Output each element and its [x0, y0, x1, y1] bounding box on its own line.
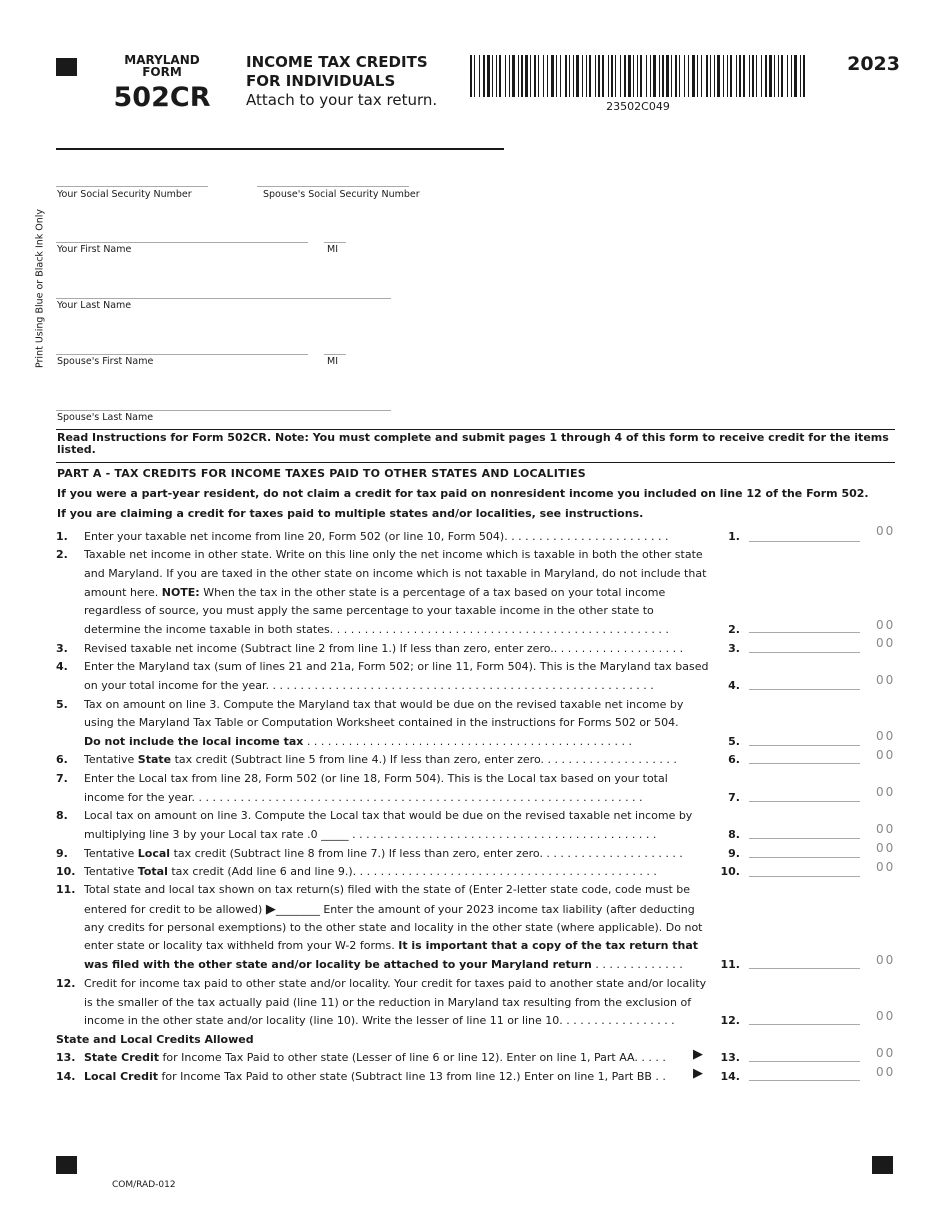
line-11-dots: . . . . . . . . . . . . . — [591, 958, 683, 971]
line-4-cents: 00 — [876, 673, 896, 687]
form-code: COM/RAD-012 — [112, 1180, 176, 1190]
line-2-text-2: and Maryland. If you are taxed in the other state on income which is not taxable in Maryland, do not include that — [84, 567, 707, 580]
line-10-text-a: Tentative — [84, 865, 138, 878]
line-number: 9. — [56, 847, 68, 860]
line-7-cents: 00 — [876, 785, 896, 799]
form-word: FORM — [142, 65, 182, 79]
line-12-cents: 00 — [876, 1009, 896, 1023]
ssn-label: Your Social Security Number — [57, 189, 192, 200]
line-4-input[interactable] — [749, 689, 860, 690]
line-9-cents: 00 — [876, 841, 896, 855]
line-2-text-3 — [84, 586, 739, 599]
line-2-ref: 2. — [728, 623, 740, 636]
line-9-text-a: Tentative — [84, 847, 138, 860]
line-1-input[interactable] — [749, 541, 860, 542]
state-code-input[interactable]: ________ Enter the amount of your 2023 income tax liability (after deducting — [275, 903, 695, 916]
ink-instruction: Print Using Blue or Black Ink Only — [34, 208, 46, 369]
line-4-text-2: on your total income for the year. . . . . . . . . . . . . . . . . . . . . . . . . . . . . . . . . . . . . . . . . . . . . . . . . . . . . . . . — [84, 679, 654, 692]
line-2-note-label: NOTE: — [161, 586, 200, 599]
part-year-note: If you were a part-year resident, do not claim a credit for tax paid on nonresident income you included on line 12 of the Form 502. — [57, 487, 869, 500]
line-2-text-4: regardless of source, you must apply the same percentage to your taxable income in the other state to — [84, 604, 654, 617]
line-6-ref: 6. — [728, 753, 740, 766]
line-12-text-2: is the smaller of the tax actually paid (line 11) or the reduction in Maryland tax resulting from the exclusion of — [84, 996, 692, 1009]
registration-mark-top-left — [56, 58, 77, 76]
line-7-text-1: Enter the Local tax from line 28, Form 502 (or line 18, Form 504). This is the Local tax based on your total — [84, 772, 668, 785]
line-12-text-1: Credit for income tax paid to other state and/or locality. Your credit for taxes paid to another state and/or locality — [84, 977, 707, 990]
line-13-bold: State Credit — [84, 1051, 160, 1064]
spouse-last-name-input[interactable] — [56, 410, 391, 411]
line-8-input[interactable] — [749, 838, 860, 839]
line-11-bold-5: was filed with the other state and/or locality be attached to your Maryland return — [84, 958, 592, 971]
line-11-text-2 — [84, 902, 739, 917]
line-number: 13. — [56, 1051, 76, 1064]
line-10-cents: 00 — [876, 860, 896, 874]
multiple-states-note: If you are claiming a credit for taxes paid to multiple states and/or localities, see instructions. — [57, 507, 644, 520]
line-5-dots: . . . . . . . . . . . . . . . . . . . . . . . . . . . . . . . . . . . . . . . . . . . . . . . — [303, 735, 633, 748]
mi-input[interactable] — [324, 242, 346, 243]
line-11-input[interactable] — [749, 968, 860, 969]
line-number: 3. — [56, 642, 68, 655]
line-11-cents: 00 — [876, 953, 896, 967]
tax-year: 2023 — [847, 53, 900, 75]
line-11-text-2a: entered for credit to be allowed) — [84, 903, 266, 916]
instructions-text: Read Instructions for Form 502CR. Note: You must complete and submit pages 1 through 4 of this form to receive credit for the items listed. — [57, 431, 889, 456]
line-11-text-4 — [84, 939, 739, 952]
arrow-right-icon: ▶ — [693, 1066, 703, 1081]
line-2-cents: 00 — [876, 618, 896, 632]
line-11-text-3: any credits for personal exemptions) to the other state and locality in the other state (where applicable). Do not — [84, 921, 703, 934]
mi-label: MI — [327, 244, 338, 255]
line-11-ref: 11. — [720, 958, 740, 971]
spouse-mi-input[interactable] — [324, 354, 346, 355]
line-2-input[interactable] — [749, 632, 860, 633]
line-4-text-1: Enter the Maryland tax (sum of lines 21 and 21a, Form 502; or line 11, Form 504). This is the Maryland tax based — [84, 660, 709, 673]
line-10-text — [84, 865, 739, 878]
line-7-text-2: income for the year. . . . . . . . . . . . . . . . . . . . . . . . . . . . . . . . . . . . . . . . . . . . . . . . . . . . . . . . . . . . . . . . . — [84, 791, 643, 804]
line-9-text — [84, 847, 739, 860]
line-2-text-3c: When the tax in the other state is a percentage of a tax based on your total income — [199, 586, 666, 599]
line-10-text-c: tax credit (Add line 6 and line 9.). . . . . . . . . . . . . . . . . . . . . . . . . . . . . . . . . . . . . . . . . . . . — [167, 865, 657, 878]
line-1-text: Enter your taxable net income from line 20, Form 502 (or line 10, Form 504). . . . . . . . . . . . . . . . . . . . . . . . — [84, 530, 669, 543]
line-9-ref: 9. — [728, 847, 740, 860]
part-a-title: PART A - TAX CREDITS FOR INCOME TAXES PAID TO OTHER STATES AND LOCALITIES — [57, 467, 586, 480]
line-13-cents: 00 — [876, 1046, 896, 1060]
first-name-label: Your First Name — [57, 244, 132, 255]
line-3-cents: 00 — [876, 636, 896, 650]
spouse-last-name-label: Spouse's Last Name — [57, 412, 154, 423]
line-4-ref: 4. — [728, 679, 740, 692]
divider — [56, 462, 895, 463]
header-rule — [56, 148, 504, 150]
line-number: 2. — [56, 548, 68, 561]
line-8-text-1: Local tax on amount on line 3. Compute the Local tax that would be due on the revised taxable net income by — [84, 809, 693, 822]
line-6-bold: State — [137, 753, 172, 766]
line-5-text-1: Tax on amount on line 3. Compute the Maryland tax that would be due on the revised taxable net income by — [84, 698, 684, 711]
line-14-text-b: for Income Tax Paid to other state (Subtract line 13 from line 12.) Enter on line 1, Part BB . . — [157, 1070, 666, 1083]
line-8-ref: 8. — [728, 828, 740, 841]
line-number: 1. — [56, 530, 68, 543]
spouse-first-name-label: Spouse's First Name — [57, 356, 154, 367]
line-11-text-5 — [84, 958, 739, 971]
arrow-right-icon: ▶ — [693, 1047, 703, 1062]
registration-mark-bottom-right — [872, 1156, 893, 1174]
line-11-text-4a: enter state or locality tax withheld from your W-2 forms. — [84, 939, 399, 952]
form-title-line1: INCOME TAX CREDITS — [246, 53, 428, 71]
line-5-ref: 5. — [728, 735, 740, 748]
form-state-label — [112, 54, 212, 78]
form-title-line2: FOR INDIVIDUALS — [246, 72, 396, 90]
line-6-input[interactable] — [749, 763, 860, 764]
line-10-input[interactable] — [749, 876, 860, 877]
line-5-bold-text: Do not include the local income tax — [84, 735, 304, 748]
state-name: MARYLAND — [124, 53, 200, 67]
line-9-bold: Local — [137, 847, 171, 860]
line-12-text-3: income in the other state and/or locality (line 10). Write the lesser of line 11 or line 10. . . . . . . . . . . . . . . . . — [84, 1014, 675, 1027]
line-13-text-b: for Income Tax Paid to other state (Lesser of line 6 or line 12). Enter on line 1, Part AA. . . . . — [159, 1051, 666, 1064]
line-13-ref: 13. — [720, 1051, 740, 1064]
first-name-input[interactable] — [56, 242, 308, 243]
line-14-bold: Local Credit — [84, 1070, 158, 1083]
spouse-ssn-label: Spouse's Social Security Number — [263, 189, 420, 200]
line-14-text — [84, 1070, 694, 1083]
attach-instruction: Attach to your tax return. — [246, 91, 438, 109]
line-number: 5. — [56, 698, 68, 711]
line-8-cents: 00 — [876, 822, 896, 836]
line-1-cents: 00 — [876, 524, 896, 538]
divider — [56, 429, 895, 430]
line-number: 4. — [56, 660, 68, 673]
line-3-input[interactable] — [749, 652, 860, 653]
line-5-text-2: using the Maryland Tax Table or Computation Worksheet contained in the instructions for Forms 502 or 504. — [84, 716, 679, 729]
credits-allowed-heading: State and Local Credits Allowed — [56, 1033, 254, 1046]
line-7-ref: 7. — [728, 791, 740, 804]
line-6-text — [84, 753, 739, 766]
line-number: 7. — [56, 772, 68, 785]
line-9-input[interactable] — [749, 857, 860, 858]
line-10-ref: 10. — [720, 865, 740, 878]
arrow-right-icon: ▶ — [265, 902, 276, 917]
line-10-bold: Total — [137, 865, 168, 878]
line-2-text-3a: amount here. — [84, 586, 162, 599]
line-number: 6. — [56, 753, 68, 766]
barcode — [470, 55, 806, 97]
line-11-text-1: Total state and local tax shown on tax return(s) filed with the state of (Enter 2-letter state code, code must be — [84, 883, 691, 896]
line-3-text: Revised taxable net income (Subtract line 2 from line 1.) If less than zero, enter zero.. . . . . . . . . . . . . . . . . . . — [84, 642, 684, 655]
line-6-text-c: tax credit (Subtract line 5 from line 4.) If less than zero, enter zero. . . . . . . . . . . . . . . . . . . . — [171, 753, 677, 766]
line-5-input[interactable] — [749, 745, 860, 746]
line-13-input[interactable] — [749, 1061, 860, 1062]
registration-mark-bottom-left — [56, 1156, 77, 1174]
spouse-ssn-input[interactable] — [257, 186, 409, 187]
barcode-number: 23502C049 — [606, 100, 670, 113]
line-6-text-a: Tentative — [84, 753, 138, 766]
line-5-text-3 — [84, 735, 739, 748]
line-7-input[interactable] — [749, 801, 860, 802]
line-2-text-5: determine the income taxable in both states. . . . . . . . . . . . . . . . . . . . . . . . . . . . . . . . . . . . . . . . . . . . . . . . . — [84, 623, 669, 636]
line-6-cents: 00 — [876, 748, 896, 762]
last-name-label: Your Last Name — [57, 300, 132, 311]
line-number: 12. — [56, 977, 76, 990]
line-8-text-2: multiplying line 3 by your Local tax rate .0 _____ . . . . . . . . . . . . . . . . . . . . . . . . . . . . . . . . . . . . . . . . . . . . — [84, 828, 657, 841]
line-number: 14. — [56, 1070, 76, 1083]
line-number: 11. — [56, 883, 76, 896]
form-number: 502CR — [113, 82, 211, 113]
line-number: 8. — [56, 809, 68, 822]
line-11-bold-4: It is important that a copy of the tax return that — [398, 939, 699, 952]
line-5-cents: 00 — [876, 729, 896, 743]
ssn-input[interactable] — [56, 186, 208, 187]
line-14-cents: 00 — [876, 1065, 896, 1079]
line-14-ref: 14. — [720, 1070, 740, 1083]
line-12-ref: 12. — [720, 1014, 740, 1027]
line-13-text — [84, 1051, 694, 1064]
line-number: 10. — [56, 865, 76, 878]
line-9-text-c: tax credit (Subtract line 8 from line 7.) If less than zero, enter zero. . . . . . . . . . . . . . . . . . . . . — [170, 847, 683, 860]
line-2-text-1: Taxable net income in other state. Write on this line only the net income which is taxable in both the other state — [84, 548, 703, 561]
line-1-ref: 1. — [728, 530, 740, 543]
line-14-input[interactable] — [749, 1080, 860, 1081]
last-name-input[interactable] — [56, 298, 391, 299]
spouse-mi-label: MI — [327, 356, 338, 367]
line-12-input[interactable] — [749, 1024, 860, 1025]
spouse-first-name-input[interactable] — [56, 354, 308, 355]
line-3-ref: 3. — [728, 642, 740, 655]
